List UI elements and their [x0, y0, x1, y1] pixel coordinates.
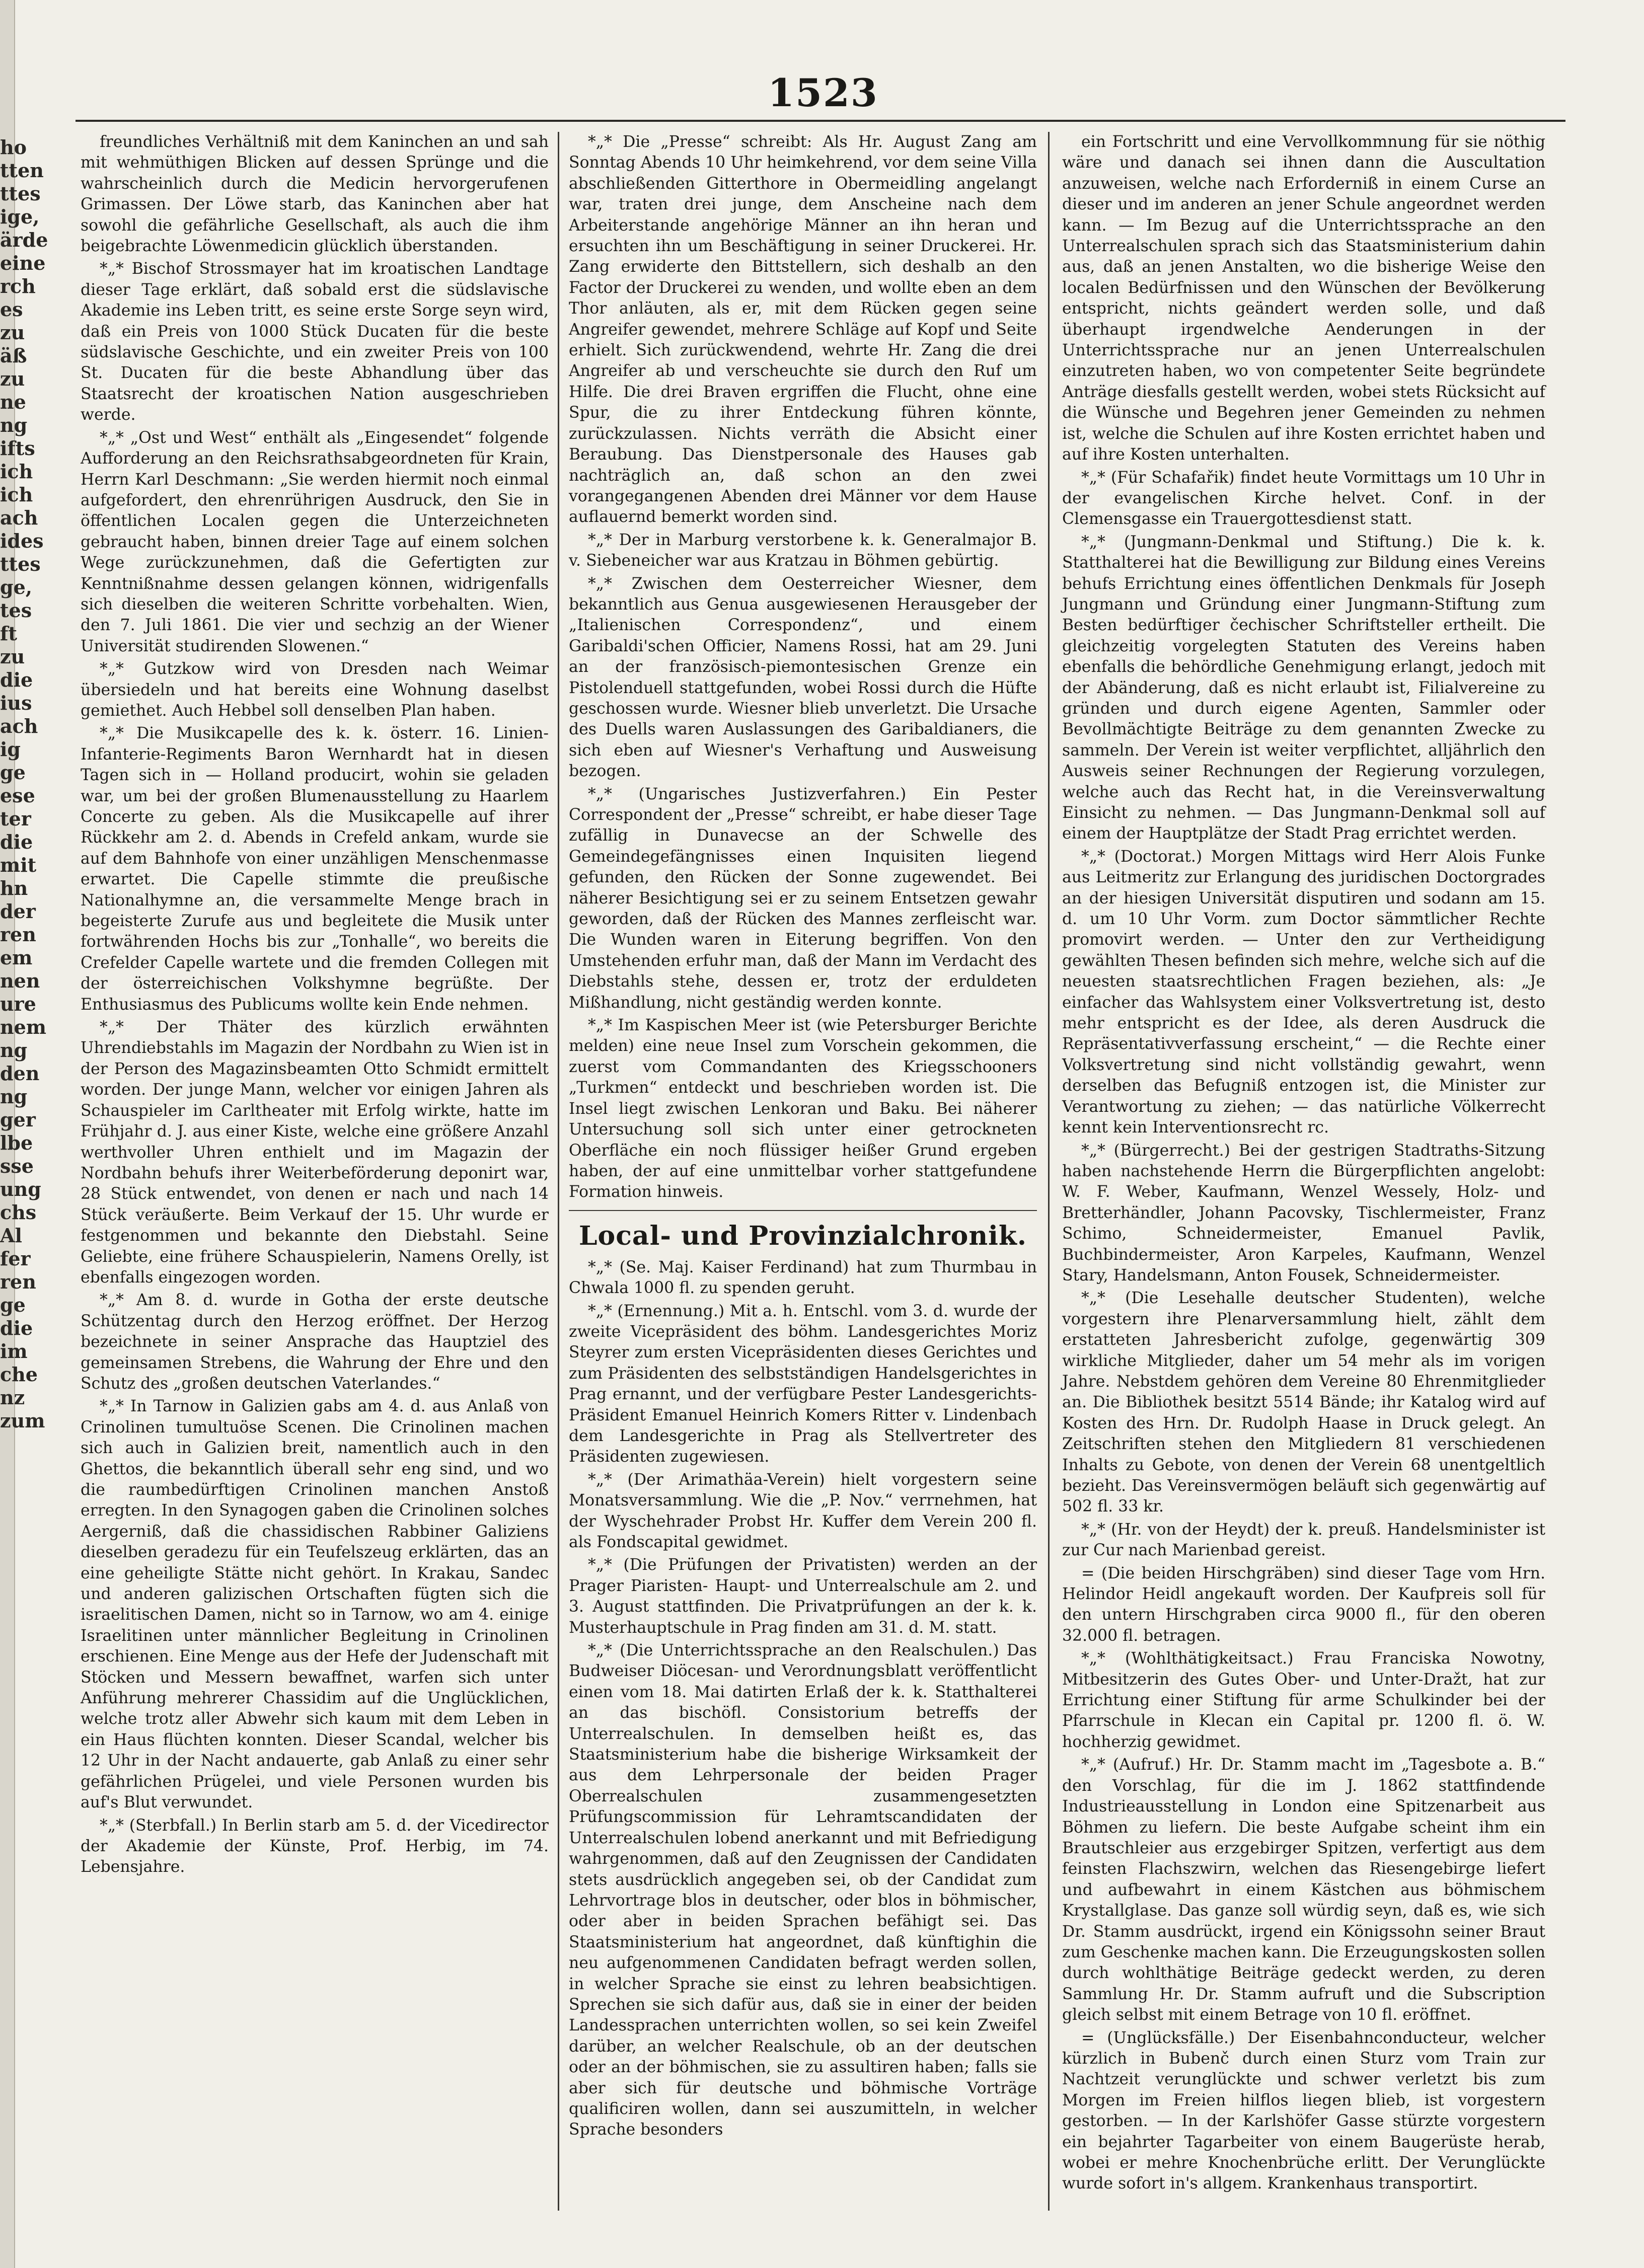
margin-fragment: ng: [0, 1039, 28, 1062]
column-divider-1: [558, 132, 559, 2211]
article-paragraph: *„* (Doctorat.) Morgen Mittags wird Herr Alois Funke aus Leitmeritz zur Erlangung des juridischen Doctorgrades an der hiesigen Universität disputiren und sodann am 15. d. um 10 Uhr Vorm. zum Doctor sämmtlicher Rechte promovirt werden. — Unter den zur Vertheidigung gewählten Thesen befinden sich mehre, welche sich auf die neuesten staatsrechtlichen Fragen beziehen, als: „Je einfacher das Wahlsystem einer Volksvertretung ist, desto mehr entspricht es der Idee, als deren Ausdruck die Repräsentativverfassung erscheint,“ — die Rechte einer Volksvertretung sind nicht vollständig gewahrt, wenn derselben das Befugniß entzogen ist, die Minister zur Verantwortung zu ziehen; — das natürliche Völkerrecht kennt kein Interventionsrecht rc.: [1062, 847, 1545, 1137]
article-paragraph: *„* (Die Lesehalle deutscher Studenten), welche vorgestern ihre Plenarversammlung hielt, zählt dem erstatteten Jahresbericht zufolge, gegenwärtig 309 wirkliche Mitglieder, daher um 54 mehr als im vorigen Jahre. Nebstdem gehören dem Vereine 80 Ehrenmitglieder an. Die Bibliothek besitzt 5514 Bände; ihr Katalog wird auf Kosten des Hrn. Dr. Rudolph Haase in Druck gelegt. An Zeitschriften stehen den Mitgliedern 81 verschiedenen Inhalts zu Gebote, von denen der Verein 68 unentgeltlich bezieht. Das Vereinsvermögen beläuft sich gegenwärtig auf 502 fl. 33 kr.: [1062, 1289, 1545, 1516]
article-paragraph: = (Unglücksfälle.) Der Eisenbahnconducteur, welcher kürzlich in Bubenč durch einen Sturz vom Train zur Nachtzeit verunglückte und schwer verletzt bis zum Morgen im Freien hilflos liegen blieb, ist vorgestern gestorben. — In der Karlshöfer Gasse stürzte vorgestern ein bejahrter Tagarbeiter von einem Baugerüste herab, wobei er mehre Knochenbrüche erlitt. Der Verunglückte wurde sofort in's allgem. Krankenhaus transportirt.: [1062, 2028, 1545, 2193]
margin-fragment: der: [0, 900, 36, 923]
margin-fragment: ge,: [0, 576, 32, 598]
column-2: [569, 132, 1037, 2206]
margin-fragment: sse: [0, 1155, 34, 1177]
article-paragraph: = (Die beiden Hirschgräben) sind dieser Tage vom Hrn. Helindor Heidl angekauft worden. Der Kaufpreis soll für den untern Hirschgraben circa 9000 fl., für den oberen 32.000 fl. betragen.: [1062, 1564, 1545, 1645]
margin-fragment: ides: [0, 530, 44, 552]
margin-fragment: ung: [0, 1178, 41, 1200]
margin-fragment: che: [0, 1363, 38, 1386]
margin-fragment: die: [0, 668, 33, 691]
section-heading: Local- und Provinzialchronik.: [578, 1220, 1027, 1251]
margin-fragment: ttes: [0, 182, 41, 205]
margin-fragment: nem: [0, 1016, 47, 1038]
margin-fragment: die: [0, 1317, 33, 1339]
margin-fragment: ure: [0, 993, 36, 1015]
article-paragraph: *„* (Se. Maj. Kaiser Ferdinand) hat zum Thurmbau in Chwala 1000 fl. zu spenden geruht.: [569, 1258, 1037, 1298]
article-paragraph: *„* (Aufruf.) Hr. Dr. Stamm macht im „Tagesbote a. B.“ den Vorschlag, für die im J. 1862 stattfindende Industrieausstellung in London eine Spitzenarbeit aus Böhmen zu liefern. Die beste Aufgabe scheint ihm ein Brautschleier aus erzgebirger Spitzen, verfertigt aus dem feinsten Flachszwirn, welchen das Riesengebirge liefert und aufbewahrt in einem Kästchen aus böhmischem Krystallglase. Das ganze soll würdig seyn, daß es, wie sich Dr. Stamm ausdrückt, irgend ein Königssohn seiner Braut zum Geschenke machen kann. Die Erzeugungskosten sollen durch wohlthätige Beiträge gedeckt werden, zu deren Sammlung Hr. Dr. Stamm aufruft und die Subscription gleich selbst mit einem Betrage von 10 fl. eröffnet.: [1062, 1756, 1545, 2024]
article-paragraph: *„* (Der Arimathäa-Verein) hielt vorgestern seine Monatsversammlung. Wie die „P. Nov.“ verrnehmen, hat der Wyschehrader Probst Hr. Kuffer dem Verein 200 fl. als Fondscapital gewidmet.: [569, 1470, 1037, 1551]
margin-fragment: zu: [0, 321, 25, 344]
margin-fragment: tten: [0, 159, 44, 182]
article-paragraph: ein Fortschritt und eine Vervollkommnung für sie nöthig wäre und danach sei ihnen dann die Auscultation anzuweisen, welche nach Erforderniß in einem Curse an dieser und im anderen an jener Schule angeordnet werden kann. — Im Bezug auf die Unterrichtssprache an den Unterrealschulen sprach sich das Staatsministerium dahin aus, daß an jenen Anstalten, wo die bisherige Weise den localen Bedürfnissen und den Wünschen der Bevölkerung entspricht, nichts geändert werden solle, und daß überhaupt irgendwelche Aenderungen in der Unterrichtssprache nur an jenen Unterrealschulen einzutreten haben, wo von competenter Seite begründete Anträge diesfalls gestellt werden, wobei stets Rücksicht auf die Wünsche und Begehren jener Gemeinden zu nehmen ist, welche die Schulen auf ihre Kosten errichtet haben und auf ihre Kosten unterhalten.: [1062, 133, 1545, 464]
margin-fragment: es: [0, 298, 23, 321]
page-number: 1523: [768, 70, 878, 115]
article-paragraph: *„* Im Kaspischen Meer ist (wie Petersburger Berichte melden) eine neue Insel zum Vorschein gekommen, die zuerst vom Commandanten des Kriegsschooners „Turkmen“ entdeckt und beschrieben worden ist. Die Insel liegt zwischen Lenkoran und Baku. Bei näherer Untersuchung soll sich unter einer getrockneten Oberfläche ein noch flüssiger heißer Grund ergeben haben, der auf eine unmittelbar vorher stattgefundene Formation hinweis.: [569, 1016, 1037, 1201]
article-paragraph: *„* Der in Marburg verstorbene k. k. Generalmajor B. v. Siebeneicher war aus Kratzau in Böhmen gebürtig.: [569, 531, 1037, 570]
margin-fragment: ter: [0, 807, 31, 830]
margin-fragment: ne: [0, 391, 26, 413]
article-paragraph: *„* Am 8. d. wurde in Gotha der erste deutsche Schützentag durch den Herzog eröffnet. Der Herzog bezeichnete in seiner Ansprache das Hauptziel des gemeinsamen Strebens, die Wahrung der Ehre und den Schutz des „großen deutschen Vaterlandes.“: [81, 1291, 549, 1393]
article-paragraph: *„* Gutzkow wird von Dresden nach Weimar übersiedeln und hat bereits eine Wohnung daselbst gemiethet. Auch Hebbel soll denselben Plan haben.: [81, 660, 549, 720]
margin-fragment: hn: [0, 877, 28, 899]
column-divider-2: [1048, 132, 1050, 2211]
margin-fragment: ifts: [0, 437, 35, 460]
article-paragraph: *„* (Jungmann-Denkmal und Stiftung.) Die k. k. Statthalterei hat die Bewilligung zur Bildung eines Vereins behufs Errichtung eines öffentlichen Denkmals für Joseph Jungmann und Gründung einer Jungmann-Stiftung zum Besten bedürftiger čechischer Schriftsteller ertheilt. Die gleichzeitig vorgelegten Statuten des Vereins haben ebenfalls die behördliche Genehmigung erlangt, jedoch mit der Abänderung, daß es nicht erlaubt ist, Filialvereine zu gründen und durch eigene Agenten, Sammler oder Bevollmächtigte Beiträge zu dem genannten Zwecke zu sammeln. Der Verein ist weiter verpflichtet, alljährlich den Ausweis seiner Rechnungen der Regierung vorzulegen, welche auch das Recht hat, in die Vereinsverwaltung Einsicht zu nehmen. — Das Jungmann-Denkmal soll auf einem der Hauptplätze der Stadt Prag errichtet werden.: [1062, 533, 1545, 843]
article-paragraph: *„* (Ernennung.) Mit a. h. Entschl. vom 3. d. wurde der zweite Vicepräsident des böhm. Landesgerichtes Moriz Steyrer zum ersten Vicepräsidenten dieses Gerichtes und zum Präsidenten des selbstständigen Handelsgerichtes in Prag ernannt, und der verfügbare Pester Landesgerichts-Präsident Emanuel Heinrich Komers Ritter v. Lindenbach dem Landesgerichte in Prag als Stellvertreter des Präsidenten zugewiesen.: [569, 1302, 1037, 1466]
article-paragraph: *„* (Die Unterrichtssprache an den Realschulen.) Das Budweiser Diöcesan- und Verordnungsblatt veröffentlicht einen vom 18. Mai datirten Erlaß der k. k. Statthalterei an das bischöfl. Consistorium betreffs der Unterrealschulen. In demselben heißt es, das Staatsministerium habe die bisherige Wirksamkeit der aus dem Lehrpersonale der beiden Prager Oberrealschulen zusammengesetzten Prüfungscommission für Lehramtscandidaten der Unterrealschulen lobend anerkannt und mit Befriedigung wahrgenommen, daß auf den Zeugnissen der Candidaten stets ausdrücklich angegeben sei, ob der Candidat zum Lehrvortrage blos in deutscher, oder blos in böhmischer, oder aber in beiden Sprachen befähigt sei. Das Staatsministerium hat angeordnet, daß künftighin die neu aufgenommenen Candidaten befragt werden sollen, in welcher Sprache sie einst zu lehren beabsichtigen. Sprechen sie sich dafür aus, daß sie in einer der beiden Landessprachen unterrichten wollen, so sei kein Zweifel darüber, an welcher Realschule, ob an der deutschen oder an der böhmischen, sie zu assultiren haben; falls sie aber sich für deutsche und böhmische Vorträge qualificiren wollen, dann sei auszumitteln, in welcher Sprache besonders: [569, 1641, 1037, 2139]
margin-fragment: ach: [0, 715, 38, 737]
article-paragraph: *„* (Sterbfall.) In Berlin starb am 5. d. der Vicedirector der Akademie der Künste, Prof. Herbig, im 74. Lebensjahre.: [81, 1816, 549, 1876]
margin-fragment: den: [0, 1062, 40, 1085]
margin-fragment: ng: [0, 1085, 28, 1108]
article-paragraph: *„* (Ungarisches Justizverfahren.) Ein Pester Correspondent der „Presse“ schreibt, er habe dieser Tage zufällig in Dunavecse an der Schwelle des Gemeindegefängnisses einen Inquisiten liegend gefunden, den Rücken der Sonne zugewendet. Bei näherer Besichtigung sei er zu seinem Entsetzen gewahr geworden, daß der Rücken des Mannes zerfleischt war. Die Wunden waren in Eiterung begriffen. Von den Umstehenden erfuhr man, daß der Mann im Verdacht des Diebstahls stehe, dessen er, trotz der erduldeten Mißhandlung, nicht geständig werden konnte.: [569, 785, 1037, 1012]
margin-fragment: em: [0, 946, 33, 969]
margin-fragment: ng: [0, 414, 28, 436]
margin-fragment: fer: [0, 1247, 31, 1270]
margin-fragment: ich: [0, 460, 33, 483]
margin-fragment: zu: [0, 367, 25, 390]
left-margin-fragments: [0, 136, 48, 2099]
article-paragraph: *„* In Tarnow in Galizien gabs am 4. d. aus Anlaß von Crinolinen tumultuöse Scenen. Die Crinolinen machen sich auch in Galizien breit, namentlich auch in den Ghettos, die bekanntlich überall sehr eng sind, und wo die raumbedürftigen Crinolinen manchen Anstoß erregten. In den Synagogen gaben die Crinolinen solches Aergerniß, daß die chassidischen Rabbiner Galiziens dieselben geradezu für ein Teufelszeug erklärten, das an eine geheiligte Stätte nicht gehört. In Krakau, Sandec und anderen galizischen Ortschaften fügten sich die israelitischen Damen, nicht so in Tarnow, wo am 4. einige Israelitinen unter männlicher Begleitung in Crinolinen erschienen. Eine Menge aus der Hefe der Judenschaft mit Stöcken und Messern bewaffnet, warfen sich unter Anführung mehrerer Chassidim auf die Unglücklichen, welche trotz aller Abwehr sich kaum mit dem Leben in ein Haus flüchten konnten. Dieser Scandal, welcher bis 12 Uhr in der Nacht andauerte, gab Anlaß zu einer sehr gefährlichen Prügelei, und viele Personen wurden bis auf's Blut verwundet.: [81, 1397, 549, 1812]
column-2-top: [569, 132, 1037, 1203]
margin-fragment: ho: [0, 136, 27, 159]
article-paragraph: *„* (Wohlthätigkeitsact.) Frau Franciska Nowotny, Mitbesitzerin des Gutes Ober- und Unter-Dražt, hat zur Errichtung einer Stiftung für arme Schulkinder bei der Pfarrschule in Klecan ein Capital pr. 1200 fl. ö. W. hochherzig gewidmet.: [1062, 1649, 1545, 1751]
article-paragraph: *„* Die „Presse“ schreibt: Als Hr. August Zang am Sonntag Abends 10 Uhr heimkehrend, vor dem seine Villa abschließenden Gitterthore in Obermeidling angelangt war, traten drei junge, dem Anscheine nach dem Arbeiterstande angehörige Männer an ihn heran und ersuchten ihn um Beschäftigung in seiner Druckerei. Hr. Zang erwiderte den Bittstellern, sich deshalb an den Factor der Druckerei zu wenden, und wollte eben an dem Thor anläuten, als er, mit dem Rücken gegen seine Angreifer gewendet, mehrere Schläge auf Kopf und Seite erhielt. Sich zurückwendend, wehrte Hr. Zang die drei Angreifer ab und verscheuchte sie durch den Ruf um Hilfe. Die drei Braven ergriffen die Flucht, ohne eine Spur, die zu ihrer Entdeckung führen könnte, zurückzulassen. Nichts verräth die Absicht einer Beraubung. Das Dienstpersonale des Hauses gab nachträglich an, daß schon an den zwei vorangegangenen Abenden drei Männer vor dem Hause auflauernd bemerkt worden sind.: [569, 133, 1037, 526]
margin-fragment: ft: [0, 622, 17, 645]
article-paragraph: *„* (Für Schafařik) findet heute Vormittags um 10 Uhr in der evangelischen Kirche helvet. Conf. in der Clemensgasse ein Trauergottesdienst statt.: [1062, 468, 1545, 528]
margin-fragment: ach: [0, 506, 38, 529]
margin-fragment: zu: [0, 645, 25, 668]
margin-fragment: im: [0, 1340, 28, 1363]
margin-fragment: ren: [0, 1270, 36, 1293]
margin-fragment: ge: [0, 761, 26, 784]
margin-fragment: ius: [0, 692, 32, 714]
margin-fragment: ige,: [0, 205, 40, 228]
margin-fragment: tes: [0, 599, 32, 622]
header-rule: [76, 120, 1565, 122]
article-paragraph: *„* Bischof Strossmayer hat im kroatischen Landtage dieser Tage erklärt, daß sobald erst die südslavische Akademie ins Leben tritt, es seine erste Sorge seyn wird, daß ein Preis von 1000 Stück Ducaten für die beste südslavische Geschichte, und ein zweiter Preis von 100 St. Ducaten für die beste Abhandlung über das Staatsrecht der kroatischen Nation ausgeschrieben werde.: [81, 260, 549, 424]
column-2-bottom: [569, 1257, 1037, 2141]
margin-fragment: ärde: [0, 229, 48, 251]
margin-fragment: ge: [0, 1294, 26, 1316]
margin-fragment: ig: [0, 738, 21, 761]
margin-fragment: äß: [0, 344, 27, 367]
margin-fragment: ger: [0, 1108, 36, 1131]
column-1: [81, 132, 549, 2206]
margin-fragment: zum: [0, 1409, 45, 1432]
article-paragraph: *„* (Bürgerrecht.) Bei der gestrigen Stadtraths-Sitzung haben nachstehende Herrn die Bürgerpflichten angelobt: W. F. Weber, Kaufmann, Wenzel Wessely, Holz- und Bretterhändler, Johann Pacovsky, Tischlermeister, Franz Schimo, Schneidermeister, Emanuel Pavlik, Buchbindermeister, Aron Karpeles, Kaufmann, Wenzel Stary, Handelsmann, Anton Fousek, Schneidermeister.: [1062, 1141, 1545, 1284]
margin-fragment: rch: [0, 275, 36, 297]
margin-fragment: die: [0, 830, 33, 853]
article-paragraph: *„* Zwischen dem Oesterreicher Wiesner, dem bekanntlich aus Genua ausgewiesenen Herausgeber der „Italienischen Correspondenz“, und einem Garibaldi'schen Officier, Namens Rossi, hat am 29. Juni an der französisch-piemontesischen Grenze ein Pistolenduell stattgefunden, wobei Rossi durch die Hüfte geschossen wurde. Wiesner blieb unverletzt. Die Ursache des Duells waren Auslassungen des Garibaldianers, die sich eben auf Wiesner's Verhaftung und Ausweisung bezogen.: [569, 574, 1037, 781]
margin-fragment: lbe: [0, 1131, 33, 1154]
margin-fragment: mit: [0, 854, 37, 876]
article-paragraph: *„* (Die Prüfungen der Privatisten) werden an der Prager Piaristen- Haupt- und Unterrealschule am 2. und 3. August stattfinden. Die Privatprüfungen an der k. k. Musterhauptschule in Prag finden am 31. d. M. statt.: [569, 1556, 1037, 1637]
margin-fragment: chs: [0, 1201, 37, 1224]
article-paragraph: freundliches Verhältniß mit dem Kaninchen an und sah mit wehmüthigen Blicken auf dessen Sprünge und die wahrscheinlich durch die Medicin hervorgerufenen Grimassen. Der Löwe starb, das Kaninchen aber hat sowohl die gefährliche Gesellschaft, als auch die ihm beigebrachte Löwenmedicin glücklich überstanden.: [81, 133, 549, 256]
article-paragraph: *„* „Ost und West“ enthält als „Eingesendet“ folgende Aufforderung an den Reichsrathsabgeordneten für Krain, Herrn Karl Deschmann: „Sie werden hiermit noch einmal aufgefordert, den ehrenrührigen Ausdruck, den Sie in öffentlichen Localen gegen die Unterzeichneten gebraucht haben, binnen dreier Tage auf einem solchen Wege zurückzunehmen, daß die Gefertigten zur Kenntnißnahme dessen gelangen können, widrigenfalls sich dieselben die weiteren Schritte vorbehalten. Wien, den 7. Juli 1861. Die vier und sechzig an der Wiener Universität studirenden Slowenen.“: [81, 428, 549, 655]
margin-fragment: ren: [0, 923, 36, 946]
column-3: [1062, 132, 1545, 2206]
margin-fragment: ich: [0, 483, 33, 506]
margin-fragment: ese: [0, 784, 35, 807]
margin-fragment: ttes: [0, 553, 41, 575]
section-rule: [569, 1210, 1037, 1211]
article-paragraph: *„* (Hr. von der Heydt) der k. preuß. Handelsminister ist zur Cur nach Marienbad gereist.: [1062, 1520, 1545, 1560]
margin-fragment: eine: [0, 252, 46, 274]
article-paragraph: *„* Der Thäter des kürzlich erwähnten Uhrendiebstahls im Magazin der Nordbahn zu Wien ist in der Person des Magazinsbeamten Otto Schmidt ermittelt worden. Der junge Mann, welcher vor einigen Jahren als Schauspieler im Carltheater mit Erfolg wirkte, hatte im Frühjahr d. J. aus einer Kiste, welche eine größere Anzahl werthvoller Uhren enthielt und im Magazin der Nordbahn behufs ihrer Weiterbeförderung deponirt war, 28 Stück entwendet, von denen er nach und nach 14 Stück veräußerte. Beim Verkauf der 15. Uhr wurde er festgenommen und bekannte den Diebstahl. Seine Geliebte, eine frühere Schauspielerin, Namens Orelly, ist ebenfalls eingezogen worden.: [81, 1018, 549, 1287]
article-paragraph: *„* Die Musikcapelle des k. k. österr. 16. Linien-Infanterie-Regiments Baron Wernhardt hat in diesen Tagen sich in — Holland producirt, wohin sie geladen war, um bei der großen Blumenausstellung zu Haarlem Concerte zu geben. Als die Musikcapelle auf ihrer Rückkehr am 2. d. Abends in Crefeld ankam, wurde sie auf dem Bahnhofe von einer unzähligen Menschenmasse erwartet. Die Capelle stimmte die preußische Nationalhymne an, die versammelte Menge brach in begeisterte Zurufe aus und begleitete die Musik unter fortwährenden Hochs bis zur „Tonhalle“, wo bereits die Crefelder Capelle wartete und die fremden Collegen mit der österreichischen Volkshymne begrüßte. Der Enthusiasmus des Publicums wollte kein Ende nehmen.: [81, 724, 549, 1014]
margin-fragment: nen: [0, 969, 40, 992]
margin-fragment: Al: [0, 1224, 22, 1247]
margin-fragment: nz: [0, 1386, 25, 1409]
